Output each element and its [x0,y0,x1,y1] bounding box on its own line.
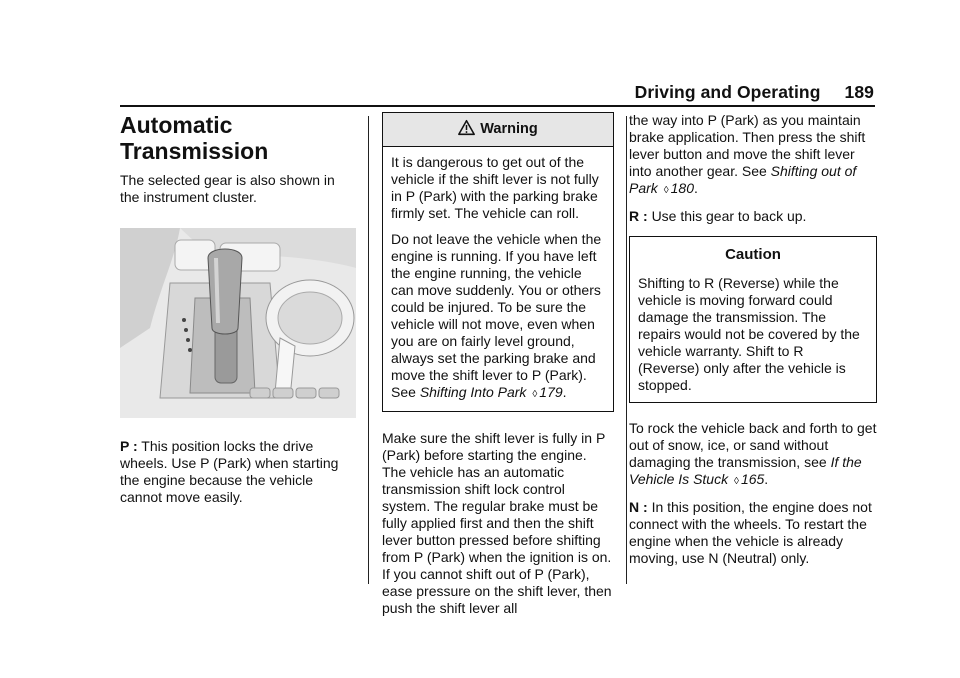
section-title: Driving and Operating [634,82,821,102]
column-divider [626,116,627,584]
page-ref-165[interactable]: 165 [740,471,765,487]
caution-title: Caution [725,246,781,263]
page-number: 189 [844,82,874,102]
shift-lever-drawing [120,228,356,418]
gear-n-description: N : In this position, the engine does not connect with the wheels. To restart the engine when the vehicle is already moving, use N (Neutral) only. [629,499,872,566]
gear-p-description: P : This position locks the drive wheels. Use P (Park) when starting the engine because the vehicle cannot move easily. [120,438,339,505]
warning-box [382,112,614,412]
column-2 [382,112,614,617]
continued-paragraph: the way into P (Park) as you maintain brake application. Then press the shift lever button and move the shift lever into another gear. See Shifting out of Park ◊ 180. [629,112,866,196]
page-ref-180[interactable]: 180 [670,180,694,196]
gear-p-label: P : [120,438,138,454]
column-divider [368,116,369,584]
column-1 [120,112,356,506]
caution-paragraph: Shifting to R (Reverse) while the vehicle is moving forward could damage the transmission. The repairs would not be covered by the vehicle warranty. Shift to R (Reverse) only after the vehicle is stopped. [638,275,860,393]
page-ref-arrow-icon: ◊ [532,389,538,400]
gear-r-description: R : Use this gear to back up. [629,208,807,224]
shift-lever-illustration [120,228,356,418]
gear-r-label: R : [629,208,648,224]
gear-n-label: N : [629,499,648,515]
header-rule [120,105,875,107]
shifting-out-of-park-link[interactable]: Shifting out of Park [629,163,857,196]
warning-title: Warning [383,113,613,147]
rock-vehicle-paragraph: To rock the vehicle back and forth to get out of snow, ice, or sand without damaging the transmission, see If the Vehicle Is Stuck ◊ 165. [629,420,877,487]
page-ref-179[interactable]: 179 [539,384,563,400]
page-title: Automatic Transmission [120,112,269,164]
page-ref-arrow-icon: ◊ [733,476,739,487]
shift-lock-paragraph: Make sure the shift lever is fully in P (Park) before starting the engine. The vehicle has an automatic transmission shift lock control system. The regular brake must be fully applied first and then the shift lever button pressed before shifting from P (Park) when the ignition is on. If you cannot shift out of P (Park), ease pressure on the shift lever, then push the shift lever all [382,430,612,616]
page-ref-arrow-icon: ◊ [663,185,669,196]
warning-paragraph-2: Do not leave the vehicle when the engine is running. If you have left the engine running, the vehicle can move suddenly. You or others could be injured. To be sure the vehicle will not move, even when you are on fairly level ground, always set the parking brake and move the shift lever to P (Park). See Shifting Into Park ◊ 179. [391,231,602,400]
warning-icon [458,119,475,136]
warning-paragraph-1: It is dangerous to get out of the vehicle if the shift lever is not fully in P (Park) with the parking brake firmly set. The vehicle can roll. [391,154,599,221]
column-3 [629,112,877,567]
running-header [635,82,874,103]
vehicle-stuck-link[interactable]: If the Vehicle Is Stuck [629,454,862,487]
shifting-into-park-link[interactable]: Shifting Into Park [419,384,527,400]
intro-paragraph: The selected gear is also shown in the instrument cluster. [120,172,335,205]
caution-box [629,236,877,403]
